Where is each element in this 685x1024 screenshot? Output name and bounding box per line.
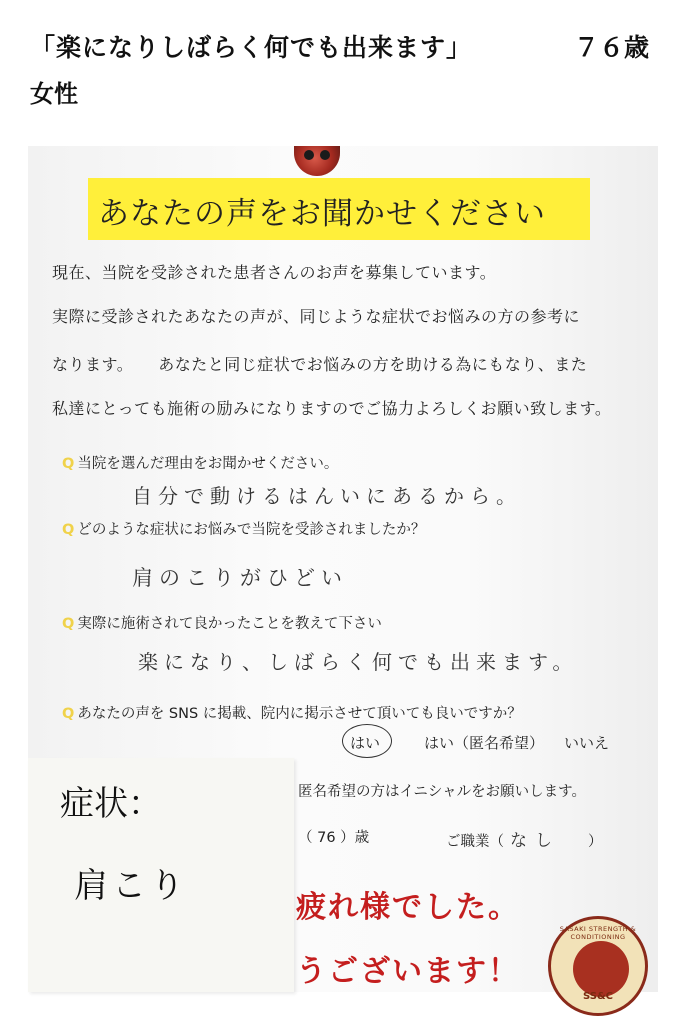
question-2 (62, 518, 425, 539)
sns-option-no: いいえ (564, 734, 610, 752)
question-text: どのような症状にお悩みで当院を受診されましたか？ (77, 522, 426, 538)
q-mark-icon: Q (62, 522, 75, 538)
symptom-label: 症状： (60, 784, 162, 824)
q-mark-icon: Q (62, 616, 75, 632)
badge-arc-text: SASAKI STRENGTH & CONDITIONING (559, 925, 637, 941)
intro-line: 実際に受診されたあなたの声が、同じような症状でお悩みの方の参考に (52, 307, 581, 326)
question-1 (62, 452, 338, 473)
question-3 (62, 612, 382, 633)
thanks-line-1: 疲れ様でした。 (296, 890, 520, 925)
magnet-eye-icon (320, 150, 330, 160)
symptom-value: 肩こり (74, 866, 188, 906)
job-value: なし (510, 831, 560, 851)
sns-option-yes: はい (350, 734, 381, 752)
handwritten-answer: 自分で動けるはんいにあるから。 (132, 484, 522, 508)
job-close: ） (588, 834, 603, 850)
caption-quote: 「楽になりしばらく何でも出来ます」 (30, 33, 473, 62)
question-text: 実際に施術されて良かったことを教えて下さい (77, 616, 382, 632)
caption-age: ７６歳 (574, 33, 650, 62)
age-field: （ 76 ）歳 (298, 830, 370, 846)
handwritten-answer: 肩のこりがひどい (132, 566, 348, 590)
form-headline-text: あなたの声をお聞かせください (98, 196, 546, 232)
magnet-eye-icon (304, 150, 314, 160)
caption-gender: 女性 (30, 80, 78, 108)
intro-line: 私達にとっても施術の励みになりますのでご協力よろしくお願い致します。 (52, 399, 612, 418)
sns-option-anonymous: はい（匿名希望） (424, 734, 545, 752)
form-headline (88, 178, 590, 240)
clinic-logo-badge (548, 916, 648, 1016)
badge-text: SS&C (582, 991, 613, 1002)
intro-line: 現在、当院を受診された患者さんのお声を募集しています。 (52, 263, 497, 282)
question-text: あなたの声を SNS に掲載、院内に掲示させて頂いても良いですか？ (77, 706, 522, 722)
q-mark-icon: Q (62, 706, 75, 722)
question-text: 当院を選んだ理由をお聞かせください。 (77, 456, 339, 472)
magnet-pin-icon (294, 146, 340, 176)
anonymous-note: 匿名希望の方はイニシャルをお願いします。 (298, 784, 586, 800)
question-4 (62, 702, 522, 723)
thanks-line-2: うございます！ (296, 954, 520, 989)
handwritten-answer: 楽になり、しばらく何でも出来ます。 (138, 650, 579, 674)
caption-area (0, 0, 685, 120)
job-field (446, 826, 603, 851)
q-mark-icon: Q (62, 456, 75, 472)
job-label: ご職業（ (446, 834, 504, 850)
symptom-sticky-note (28, 758, 294, 992)
intro-line: なります。 あなたと同じ症状でお悩みの方を助ける為にもなり、また (52, 355, 588, 374)
helmet-icon (573, 941, 629, 997)
